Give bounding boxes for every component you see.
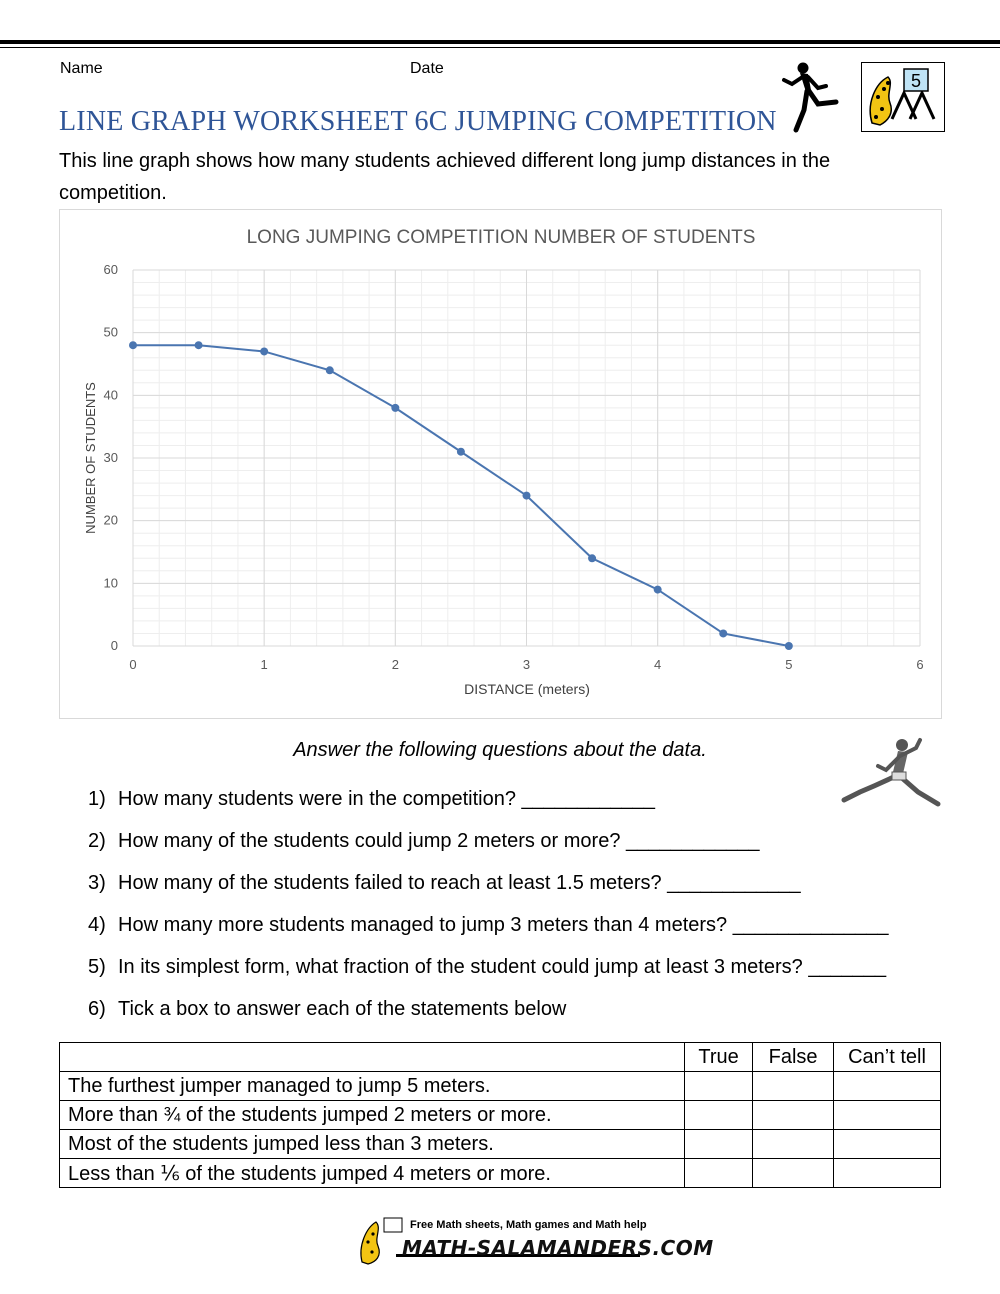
tick-box-cant-tell[interactable]: [834, 1130, 941, 1159]
data-point: [260, 347, 268, 355]
question-text: How many of the students failed to reach at least 1.5 meters? ____________: [118, 872, 801, 894]
date-label: Date: [410, 60, 444, 77]
y-tick-label: 10: [103, 575, 118, 591]
table-row: [60, 1130, 941, 1159]
tick-box-true[interactable]: [685, 1159, 753, 1188]
header-statement: [60, 1043, 685, 1072]
header-cant-tell: Can’t tell: [834, 1043, 941, 1072]
x-tick-label: 3: [522, 657, 531, 672]
statement-text: Less than ⅙ of the students jumped 4 meters or more.: [60, 1159, 685, 1188]
y-axis-label: NUMBER OF STUDENTS: [83, 382, 98, 534]
question-2: [88, 830, 948, 853]
major-gridlines: [133, 270, 920, 646]
tick-box-false[interactable]: [753, 1101, 834, 1130]
data-point: [719, 629, 727, 637]
question-text: Tick a box to answer each of the statements below: [118, 998, 567, 1020]
worksheet-title: LINE GRAPH WORKSHEET 6C JUMPING COMPETITION: [59, 106, 777, 137]
header-true: True: [685, 1043, 753, 1072]
data-point: [523, 492, 531, 500]
question-text: How many of the students could jump 2 meters or more? ____________: [118, 830, 760, 852]
question-4: [88, 914, 948, 937]
line-chart-svg: [60, 210, 943, 720]
chart-title: LONG JUMPING COMPETITION NUMBER OF STUDENTS: [246, 227, 756, 248]
question-number: 1): [88, 788, 106, 810]
runner-icon: [778, 60, 840, 136]
y-tick-label: 40: [103, 387, 118, 403]
footer-tagline: Free Math sheets, Math games and Math help: [410, 1219, 647, 1231]
x-tick-label: 4: [654, 657, 662, 672]
question-6: [88, 998, 948, 1021]
name-label: Name: [60, 60, 103, 77]
data-point: [654, 586, 662, 594]
y-axis-tick-labels: [104, 262, 118, 653]
data-point: [457, 448, 465, 456]
tick-box-cant-tell[interactable]: [834, 1072, 941, 1101]
x-tick-label: 2: [391, 657, 399, 672]
top-rule-thin: [0, 47, 1000, 48]
question-1: [88, 788, 948, 811]
header-false: False: [753, 1043, 834, 1072]
question-number: 3): [88, 872, 106, 894]
salamander-logo: [861, 62, 945, 132]
statement-text: Most of the students jumped less than 3 meters.: [60, 1130, 685, 1159]
statement-text: The furthest jumper managed to jump 5 meters.: [60, 1072, 685, 1101]
x-tick-label: 6: [916, 657, 924, 672]
x-axis-tick-labels: [129, 657, 923, 672]
tick-box-false[interactable]: [753, 1159, 834, 1188]
question-text: In its simplest form, what fraction of the student could jump at least 3 meters? _______: [118, 956, 887, 978]
tick-box-false[interactable]: [753, 1130, 834, 1159]
table-header-row: [60, 1043, 941, 1072]
y-tick-label: 0: [110, 638, 118, 653]
y-tick-label: 30: [103, 450, 118, 465]
question-number: 5): [88, 956, 106, 978]
x-tick-label: 0: [129, 657, 137, 672]
x-tick-label: 1: [260, 657, 268, 672]
tick-box-cant-tell[interactable]: [834, 1101, 941, 1130]
footer-site-link[interactable]: MATH-SALAMANDERS.COM: [402, 1236, 714, 1260]
questions-heading: Answer the following questions about the data.: [293, 739, 707, 761]
intro-text: This line graph shows how many students achieved different long jump distances in the competition.: [59, 150, 831, 204]
salamander-icon: [862, 63, 946, 133]
x-tick-label: 5: [785, 657, 793, 672]
data-point: [326, 366, 334, 374]
question-text: How many more students managed to jump 3 meters than 4 meters? ______________: [118, 914, 889, 936]
question-5: [88, 956, 948, 979]
line-chart: [59, 209, 942, 719]
y-tick-label: 60: [103, 262, 118, 277]
tick-box-true[interactable]: [685, 1101, 753, 1130]
data-point: [588, 554, 596, 562]
tick-box-true[interactable]: [685, 1072, 753, 1101]
data-point: [391, 404, 399, 412]
data-point: [195, 341, 203, 349]
svg-text:5: 5: [910, 71, 922, 91]
y-tick-label: 50: [103, 324, 118, 340]
tick-box-false[interactable]: [753, 1072, 834, 1101]
data-point: [785, 642, 793, 650]
statements-table: [59, 1042, 941, 1188]
table-row: [60, 1072, 941, 1101]
question-number: 4): [88, 914, 106, 936]
data-point: [129, 341, 137, 349]
top-rule: [0, 40, 1000, 44]
x-axis-label: DISTANCE (meters): [464, 681, 590, 697]
table-row: [60, 1101, 941, 1130]
table-row: [60, 1159, 941, 1188]
statement-text: More than ¾ of the students jumped 2 meters or more.: [60, 1101, 685, 1130]
question-number: 2): [88, 830, 106, 852]
tick-box-true[interactable]: [685, 1130, 753, 1159]
y-tick-label: 20: [103, 512, 118, 528]
tick-box-cant-tell[interactable]: [834, 1159, 941, 1188]
question-3: [88, 872, 948, 895]
question-number: 6): [88, 998, 106, 1020]
question-text: How many students were in the competition? ____________: [118, 788, 656, 810]
